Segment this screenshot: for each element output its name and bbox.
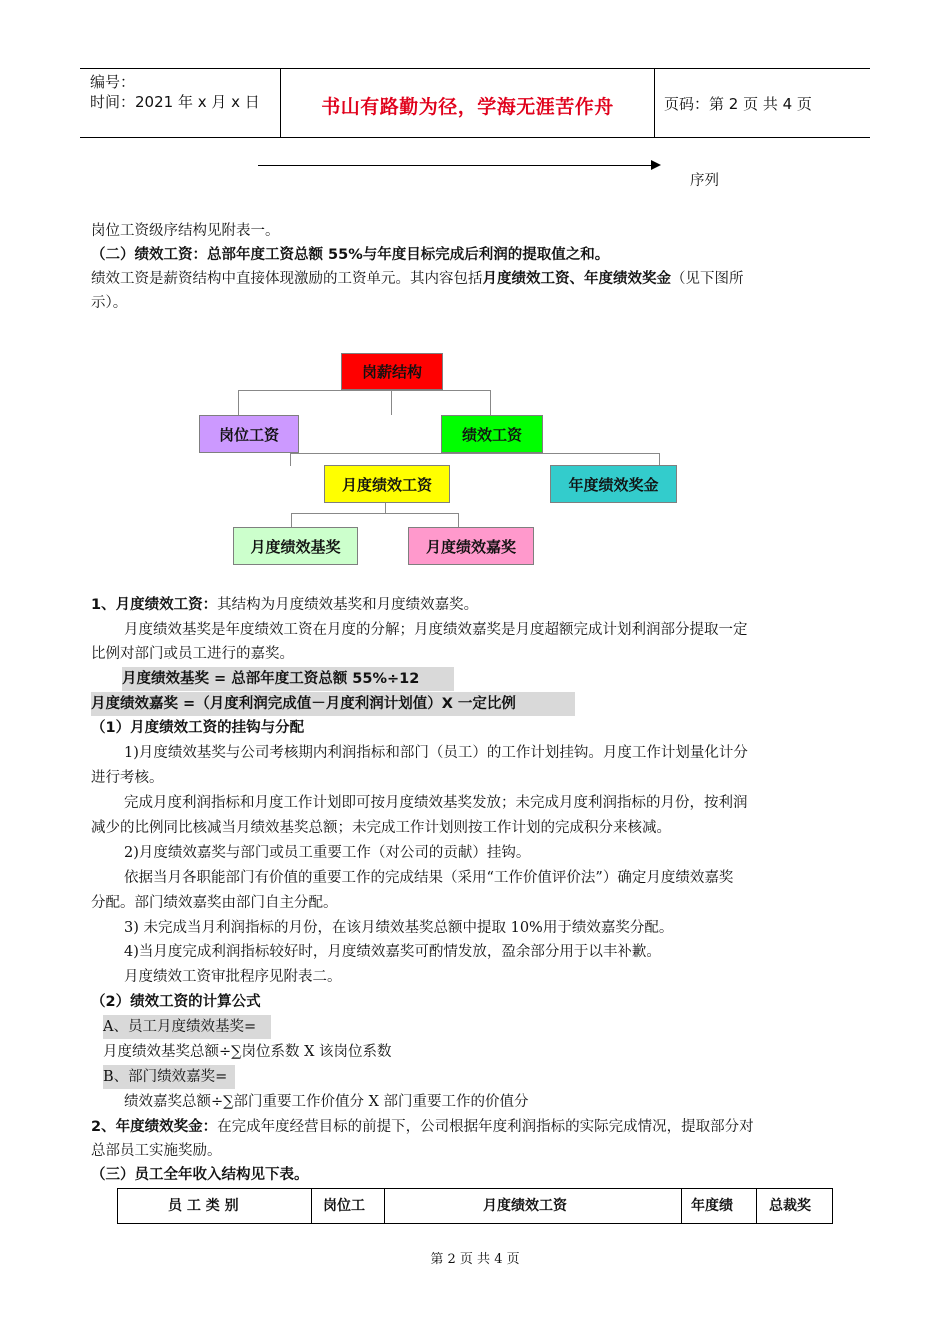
table-header-cell: 月度绩效工资 bbox=[483, 1198, 567, 1214]
arrow-head-icon bbox=[651, 160, 661, 170]
formula-base: 月度绩效基奖 = 总部年度工资总额 55%÷12 bbox=[122, 667, 454, 691]
doc-date: 时间：2021 年 x 月 x 日 bbox=[90, 93, 260, 111]
org-monthly-base: 月度绩效基奖 bbox=[233, 527, 358, 565]
para-line: 月度绩效基奖是年度绩效工资在月度的分解；月度绩效嘉奖是月度超额完成计划利润部分提取一定 bbox=[124, 622, 748, 638]
para-line: 比例对部门或员工进行的嘉奖。 bbox=[91, 646, 294, 662]
org-annual-bonus: 年度绩效奖金 bbox=[550, 465, 677, 503]
connector bbox=[385, 502, 386, 514]
table-divider bbox=[311, 1189, 312, 1223]
connector bbox=[458, 513, 459, 527]
page-footer: 第 2 页 共 4 页 bbox=[430, 1252, 520, 1267]
table-header-cell: 岗位工 bbox=[323, 1198, 365, 1214]
para-line: 分配。部门绩效嘉奖由部门自主分配。 bbox=[91, 895, 338, 911]
calc-item: B、部门绩效嘉奖= bbox=[103, 1065, 235, 1089]
para-line: 月度绩效工资审批程序见附表二。 bbox=[124, 969, 342, 985]
section-heading: （三）员工全年收入结构见下表。 bbox=[91, 1167, 309, 1183]
para-line: 1)月度绩效基奖与公司考核期内利润指标和部门（员工）的工作计划挂钩。月度工作计划量化计分 bbox=[124, 745, 748, 761]
para-line: 2、年度绩效奖金：在完成年度经营目标的前提下，公司根据年度利润指标的实际完成情况，提取部分对 bbox=[91, 1119, 754, 1135]
org-monthly-reward: 月度绩效嘉奖 bbox=[408, 527, 534, 565]
motto: 书山有路勤为径，学海无涯苦作舟 bbox=[321, 96, 614, 118]
para-line: 完成月度利润指标和月度工作计划即可按月度绩效基奖发放；未完成月度利润指标的月份，按利润 bbox=[124, 795, 748, 811]
org-monthly-wage: 月度绩效工资 bbox=[324, 465, 450, 503]
page-number: 页码：第 2 页 共 4 页 bbox=[664, 95, 812, 113]
formula-reward: 月度绩效嘉奖 =（月度利润完成值－月度利润计划值）X 一定比例 bbox=[91, 692, 575, 716]
calc-item: A、员工月度绩效基奖= bbox=[103, 1015, 271, 1039]
org-post-wage: 岗位工资 bbox=[199, 415, 299, 453]
sequence-arrow-line bbox=[258, 165, 653, 166]
para-line: 进行考核。 bbox=[91, 770, 164, 786]
page-header bbox=[80, 68, 870, 138]
section-heading: （2）绩效工资的计算公式 bbox=[91, 994, 261, 1010]
connector bbox=[290, 453, 660, 454]
para-line: 岗位工资级序结构见附表一。 bbox=[91, 223, 280, 239]
connector bbox=[291, 513, 292, 527]
para-line: 依据当月各职能部门有价值的重要工作的完成结果（采用“工作价值评价法”）确定月度绩效嘉奖 bbox=[124, 870, 734, 886]
table-divider bbox=[384, 1189, 385, 1223]
connector bbox=[238, 390, 491, 391]
calc-formula: 月度绩效基奖总额÷∑岗位系数 X 该岗位系数 bbox=[103, 1044, 392, 1060]
para-line: 3) 未完成当月利润指标的月份，在该月绩效基奖总额中提取 10%用于绩效嘉奖分配。 bbox=[124, 920, 674, 936]
connector bbox=[490, 390, 491, 416]
para-line: 减少的比例同比核减当月绩效基奖总额；未完成工作计划则按工作计划的完成积分来核减。 bbox=[91, 820, 671, 836]
income-table bbox=[117, 1188, 833, 1224]
org-root: 岗薪结构 bbox=[341, 353, 443, 390]
connector bbox=[291, 513, 459, 514]
header-divider bbox=[654, 69, 655, 137]
para-line: 2)月度绩效嘉奖与部门或员工重要工作（对公司的贡献）挂钩。 bbox=[124, 845, 531, 861]
table-header-cell: 员 工 类 别 bbox=[168, 1198, 239, 1214]
para-line: 4)当月度完成利润指标较好时，月度绩效嘉奖可酌情发放，盈余部分用于以丰补歉。 bbox=[124, 944, 661, 960]
doc-number: 编号： bbox=[90, 73, 136, 91]
para-line: 总部员工实施奖励。 bbox=[91, 1143, 222, 1159]
section-heading: （1）月度绩效工资的挂钩与分配 bbox=[91, 720, 305, 736]
connector bbox=[290, 453, 291, 466]
calc-formula: 绩效嘉奖总额÷∑部门重要工作价值分 X 部门重要工作的价值分 bbox=[124, 1094, 529, 1110]
para-line: 绩效工资是薪资结构中直接体现激励的工资单元。其内容包括月度绩效工资、年度绩效奖金（见下图所 bbox=[91, 271, 744, 287]
para-line: 1、月度绩效工资：其结构为月度绩效基奖和月度绩效嘉奖。 bbox=[91, 597, 479, 613]
connector bbox=[238, 390, 239, 416]
table-header-cell: 总裁奖 bbox=[769, 1198, 811, 1214]
table-divider bbox=[756, 1189, 757, 1223]
connector bbox=[391, 390, 392, 415]
section-heading: （二）绩效工资：总部年度工资总额 55%与年度目标完成后利润的提取值之和。 bbox=[91, 247, 610, 263]
sequence-label: 序列 bbox=[690, 173, 719, 189]
table-header-cell: 年度绩 bbox=[691, 1198, 733, 1214]
para-line: 示）。 bbox=[91, 295, 128, 311]
org-perf-wage: 绩效工资 bbox=[441, 415, 543, 453]
table-divider bbox=[681, 1189, 682, 1223]
